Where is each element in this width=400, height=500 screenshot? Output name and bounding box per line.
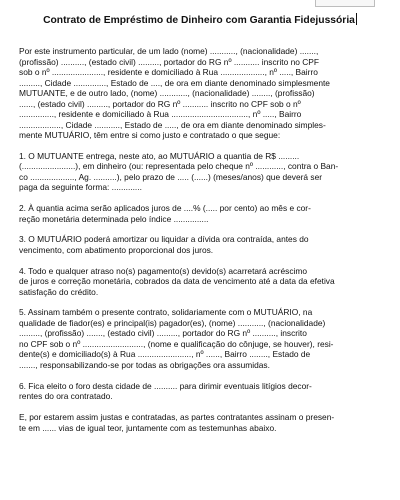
intro-line: (profissão) .........., (estado civil) ........., portador do RG nº ........... inscrito no CPF bbox=[19, 56, 320, 67]
clause-line: 2. À quantia acima serão aplicados juros de ....% (..... por cento) ao mês e cor- bbox=[19, 203, 311, 214]
clause-line: de juros e correção monetária, cobrados da data de vencimento até a data da efetiva bbox=[19, 276, 335, 287]
clause-line: no CPF sob o nº .........................., (nome e qualificação do cônjuge, se houver), resi- bbox=[19, 338, 334, 349]
clause-line: qualidade de fiador(es) e principal(is) pagador(es), (nome) ..........., (nacionalidade) bbox=[19, 317, 326, 328]
clause-line: co ..................., Ag. ..........), pelo prazo de ..... (......) (meses/anos) que deverá ser bbox=[19, 171, 323, 182]
intro-line: sob o nº ......................, residente e domiciliado à Rua ..................., nº ....., Bairro bbox=[19, 67, 318, 77]
clause-1 bbox=[19, 151, 381, 193]
clause-3 bbox=[19, 234, 381, 255]
clause-line: ......., responsabilizando-se por todas as obrigações ora assumidas. bbox=[19, 359, 270, 370]
intro-line: MUTUANTE, e de outro lado, (nome) ............, (nacionalidade) ........, (profissão) bbox=[19, 88, 315, 98]
clause-line: vencimento, com abatimento proporcional dos juros. bbox=[19, 244, 214, 255]
intro-line: ........., Cidade .............., Estado de ...., de ora em diante denominado simplesmente bbox=[19, 77, 330, 88]
clause-line: 4. Todo e qualquer atraso no(s) pagamento(s) devido(s) acarretará acréscimo bbox=[19, 265, 307, 276]
clause-line: ........., (profissão) ......., (estado civil) ........., portador do RG nº .........., inscrito bbox=[19, 328, 307, 339]
document-title[interactable] bbox=[0, 13, 400, 26]
clause-line: 5. Assinam também o presente contrato, solidariamente com o MUTUÁRIO, na bbox=[19, 307, 313, 318]
clause-line: satisfação do crédito. bbox=[19, 286, 99, 297]
intro-line: .................., Cidade ..........., Estado de ....., de ora em diante denominado simples- bbox=[19, 119, 326, 130]
intro-line: Por este instrumento particular, de um lado (nome) ..........., (nacionalidade) ......., bbox=[19, 46, 319, 56]
clause-6 bbox=[19, 381, 381, 402]
closing-line: E, por estarem assim justas e contratadas, as partes contratantes assinam o presen- bbox=[19, 412, 335, 423]
header-tab bbox=[315, 0, 375, 7]
clause-line: reção monetária determinada pelo índice ............... bbox=[19, 213, 209, 224]
document-title-text: Contrato de Empréstimo de Dinheiro com Garantia Fidejussória bbox=[43, 15, 355, 26]
clause-line: 6. Fica eleito o foro desta cidade de .......... para dirimir eventuais litígios decor- bbox=[19, 380, 312, 391]
clause-5 bbox=[19, 307, 381, 370]
document-body[interactable] bbox=[19, 46, 381, 433]
intro-line: mente MUTUÁRIO, têm entre si como justo e contratado o que segue: bbox=[19, 130, 281, 140]
closing-line: te em ...... vias de igual teor, juntamente com as testemunhas abaixo. bbox=[19, 422, 277, 433]
window-top-strip bbox=[0, 0, 400, 8]
text-cursor bbox=[356, 13, 357, 25]
intro-paragraph bbox=[19, 46, 381, 141]
clause-line: 1. O MUTUANTE entrega, neste ato, ao MUTUÁRIO a quantia de R$ ......... bbox=[19, 150, 300, 161]
intro-line: ......, (estado civil) ........., portador do RG nº ........... inscrito no CPF sob o nº bbox=[19, 98, 301, 109]
clause-line: dente(s) e domiciliado(s) à Rua ......................., nº ......, Bairro ........, Estado de bbox=[19, 349, 311, 360]
clause-4 bbox=[19, 266, 381, 298]
clause-line: (.......................), em dinheiro (ou: representada pelo cheque nº ............, contra o Ban- bbox=[19, 161, 339, 172]
closing-paragraph bbox=[19, 412, 381, 433]
clause-line: 3. O MUTUÁRIO poderá amortizar ou liquidar a dívida ora contraída, antes do bbox=[19, 234, 309, 245]
intro-line: ..............., residente e domiciliado à Rua ................................., nº ....., Bairro bbox=[19, 109, 302, 119]
clause-2 bbox=[19, 203, 381, 224]
clause-line: rentes do ora contratado. bbox=[19, 391, 113, 402]
clause-line: paga da seguinte forma: ............. bbox=[19, 182, 142, 193]
